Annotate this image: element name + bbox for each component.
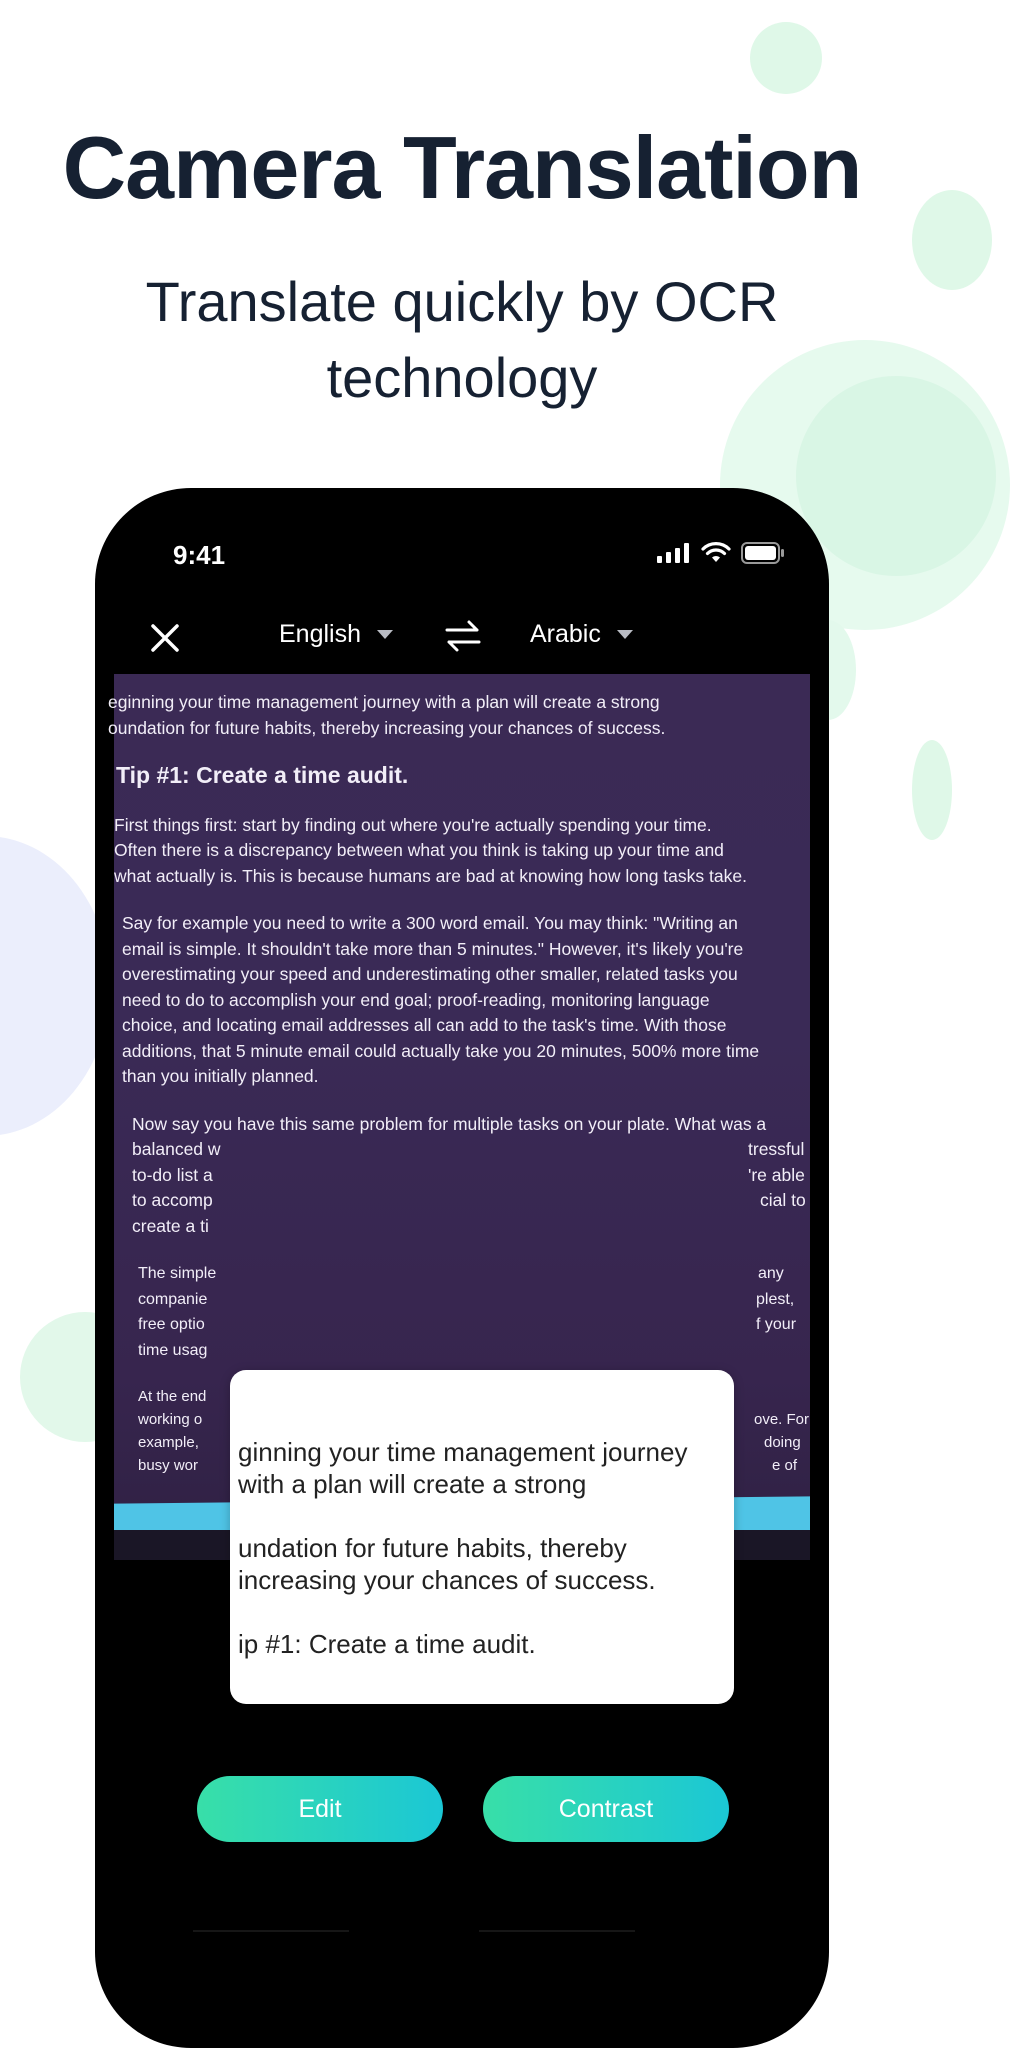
chevron-down-icon bbox=[377, 630, 393, 639]
source-language-selector[interactable] bbox=[279, 620, 393, 649]
promo-subtitle bbox=[80, 264, 844, 416]
contrast-button[interactable]: Contrast bbox=[483, 1776, 729, 1842]
home-indicator-segment bbox=[193, 1930, 349, 1932]
wifi-icon bbox=[701, 542, 731, 564]
status-icons bbox=[657, 542, 785, 564]
decorative-bubble bbox=[750, 22, 822, 94]
translation-result-line: ginning your time management journey with a plan will create a strong bbox=[238, 1437, 688, 1499]
translation-result-card[interactable] bbox=[230, 1370, 734, 1704]
translation-result-line: undation for future habits, thereby increasing your chances of success. bbox=[238, 1533, 656, 1595]
target-language-selector[interactable] bbox=[530, 620, 633, 649]
status-time: 9:41 bbox=[173, 540, 226, 570]
captured-paragraph: Now say you have this same problem for multiple tasks on your plate. What was a balanced w tressful to-do list a 're able to accomp cial to create a ti bbox=[132, 1113, 806, 1236]
translation-result-text bbox=[238, 1436, 728, 1692]
swap-icon[interactable] bbox=[443, 618, 483, 654]
home-indicator-segment bbox=[479, 1930, 635, 1932]
camera-capture-image bbox=[108, 674, 810, 1659]
decorative-bubble bbox=[0, 836, 110, 1136]
cellular-signal-icon bbox=[657, 543, 691, 563]
promo-title: Camera Translation bbox=[62, 118, 862, 217]
chevron-down-icon bbox=[617, 630, 633, 639]
edit-button[interactable]: Edit bbox=[197, 1776, 443, 1842]
translation-toolbar bbox=[95, 598, 829, 684]
phone-frame bbox=[95, 488, 829, 2048]
promo-subtitle-line1: Translate quickly by OCR bbox=[145, 270, 779, 333]
decorative-bubble bbox=[912, 190, 992, 290]
captured-paragraph: eginning your time management journey with a plan will create a strong oundation for future habits, thereby increasing your chances of success. bbox=[108, 692, 666, 738]
captured-paragraph: Say for example you need to write a 300 word email. You may think: "Writing an email is simple. It shouldn't take more than 5 minutes." However, it's likely you're overestimating your speed and underestimating other smaller, related tasks you need to do to accomplish your end goal; proof-reading, monitoring language choice, and locating email addresses all can add to the task's time. With those additions, that 5 minute email could actually take you 20 minutes, 500% more time than you initially planned. bbox=[122, 913, 760, 1086]
battery-icon bbox=[741, 542, 785, 564]
captured-paragraph: The simple any companie plest, free optio f your time usag bbox=[138, 1265, 797, 1359]
decorative-bubble bbox=[912, 740, 952, 840]
source-language-label: English bbox=[279, 620, 361, 648]
captured-heading: Tip #1: Create a time audit. bbox=[116, 762, 409, 788]
captured-paragraph: At the end working o ove. For example, doing busy wor e of bbox=[138, 1388, 810, 1474]
promo-subtitle-line2: technology bbox=[326, 346, 598, 409]
close-icon[interactable] bbox=[143, 616, 187, 660]
captured-paragraph: First things first: start by finding out where you're actually spending your time. Often there is a discrepancy between what you think is taking up your time and what actually is. This is because humans are bad at knowing how long tasks take. bbox=[114, 814, 747, 886]
target-language-label: Arabic bbox=[530, 620, 601, 648]
translation-result-line: ip #1: Create a time audit. bbox=[238, 1629, 536, 1659]
